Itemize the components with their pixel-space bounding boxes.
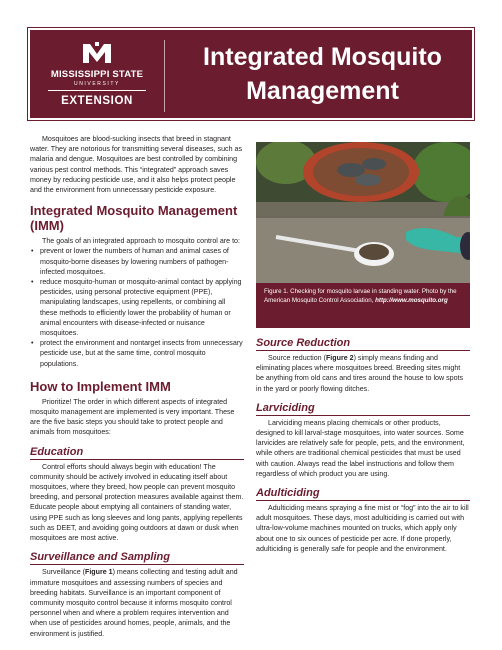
figure-2-reference: Figure 2 <box>325 354 354 362</box>
adulticiding-paragraph: Adulticiding means spraying a fine mist or “fog” into the air to kill adult mosquitoes. These days, most adulticiding is carried out with ultra-low-volume machines mounted on trucks, which apply only about one to six ounces of pesticide per acre. If done properly, adulticiding is generally safe for people and the environment. <box>256 504 469 553</box>
imm-lead: The goals of an integrated approach to mosquito control are to: <box>42 237 240 246</box>
figure-caption <box>264 287 464 305</box>
logo-name: MISSISSIPPI STATE <box>50 69 144 80</box>
figure-1 <box>256 142 470 328</box>
list-item: • prevent or lower the numbers of human and animal cases of mosquito-borne diseases by lowering numbers of pathogen-infected mosquitoes. <box>30 246 244 277</box>
surveillance-heading: Surveillance and Sampling <box>30 550 244 565</box>
surveillance-text: Surveillance ( <box>42 568 85 577</box>
source-reduction-heading: Source Reduction <box>256 336 470 351</box>
header-banner <box>28 28 474 120</box>
how-paragraph: Prioritize! The order in which different aspects of integrated mosquito management are implemented is very important. These are the five basic steps you should take to protect people and animals from mosquitoes: <box>30 397 235 437</box>
larviciding-paragraph: Larviciding means placing chemicals or other products, designed to kill larval-stage mosquitoes, into water sources. Some larvicides are relatively safe for people, pets, and the environment, while others are traditional chemical pesticides that must be used with caution. Always read the label instructions and follow them regardless of which product you are using. <box>256 418 465 478</box>
list-item: • reduce mosquito-human or mosquito-animal contact by applying pesticides, using personal protective equipment (PPE), manipulating landscapes, using repellents, or combining all these methods to efficiently lower the probability of human or animal encounters with disease-infected or nuisance mosquitoes. <box>30 277 244 338</box>
left-column <box>30 134 244 639</box>
page-title: Integrated Mosquito Management <box>203 43 442 105</box>
list-item: • protect the environment and nontarget insects from unnecessary pesticide use, but at the same time, control mosquito populations. <box>30 338 244 369</box>
larviciding-heading: Larviciding <box>256 401 470 416</box>
banner-divider <box>164 40 165 112</box>
education-paragraph: Control efforts should always begin with education! The community should be actively involved in educating itself about mosquitoes, where they breed, how people can prevent mosquito breeding, and personal protection measures available against them. Educate people about emptying all containers of standing water, using PPE such as long sleeves and long pants, applying repellents such as DEET, and avoiding going outdoors at dawn or dusk when mosquitoes are most active. <box>30 462 244 543</box>
msu-m-logo-icon <box>82 42 112 64</box>
figure-1-reference: Figure 1 <box>84 568 113 577</box>
how-heading: How to Implement IMM <box>30 378 171 394</box>
surveillance-paragraph <box>30 567 244 638</box>
logo-divider <box>48 90 146 91</box>
education-heading: Education <box>30 445 244 460</box>
imm-heading: Integrated Mosquito Management (IMM) <box>30 203 238 234</box>
right-column <box>256 134 470 554</box>
adulticiding-heading: Adulticiding <box>256 486 470 501</box>
logo-extension: EXTENSION <box>61 95 133 107</box>
surveillance-text: ) means collecting and testing adult and immature mosquitoes and assessing numbers of species and breeding habitats. Surveillance is an important component of community mosquito control because it informs mosquito control personnel when and where a problem requires intervention and when use of pesticides around homes, people, animals, and the environment is justified. <box>30 568 238 638</box>
imm-goals-list <box>30 246 244 368</box>
msu-extension-logo <box>38 38 156 114</box>
source-reduction-text: ) simply means finding and eliminating places where mosquitoes breed. Breeding sites might be anything from old cans and tires around the house to low spots in the yard or poorly flowing ditches. <box>256 354 464 393</box>
caption-text: Figure 1. Checking for mosquito larvae in standing water. Photo by the American Mosquito Control Association, <box>264 288 457 304</box>
source-reduction-paragraph <box>256 353 470 394</box>
amca-link[interactable]: http://www.mosquito.org <box>375 297 448 304</box>
logo-university: UNIVERSITY <box>73 81 120 87</box>
intro-paragraph: Mosquitoes are blood-sucking insects that breed in stagnant water. They are notorious for transmitting several diseases, such as malaria and dengue. Mosquitoes are best controlled by combining various pest control methods. This “integrated” approach saves money by reducing pesticide use, and it also helps protect people and the environment from unnecessary pesticide exposure. <box>30 135 242 195</box>
source-reduction-text: Source reduction ( <box>268 354 326 362</box>
mosquito-larvae-photo <box>256 142 470 283</box>
